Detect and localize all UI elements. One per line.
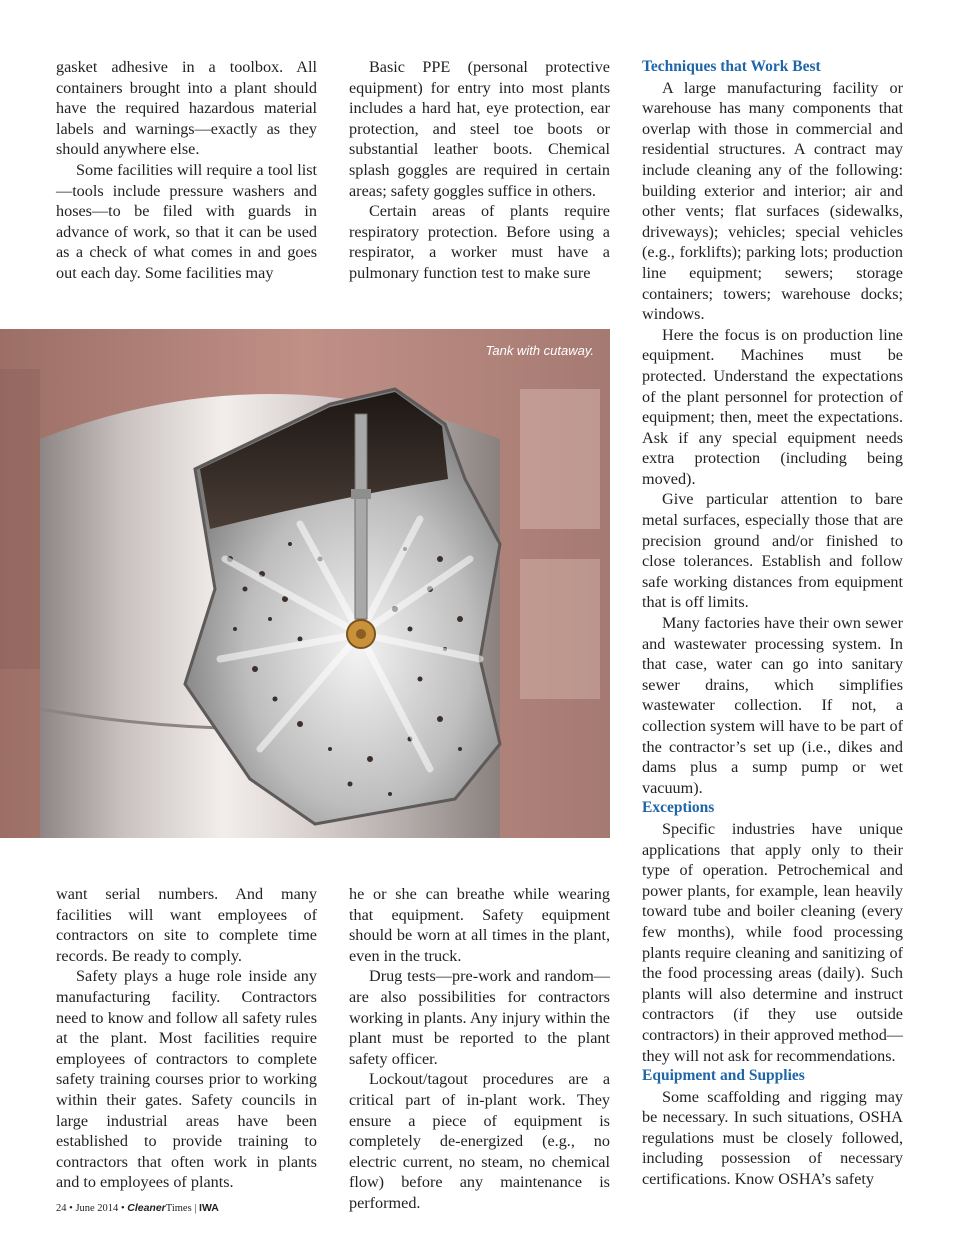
section-heading: Equipment and Supplies — [642, 1067, 805, 1085]
paragraph: he or she can breathe while wearing that equipment. Safety equipment should be worn at all times in the plant, even in the truck. — [349, 885, 610, 965]
paragraph: Basic PPE (personal protective equipment) for entry into most plants includes a hard hat, eye protection, ear protection, and steel toe boots or substantial leather boots. Chemical splash goggles are required in certain areas; safety goggles suffice in others. — [349, 58, 610, 200]
paragraph: Certain areas of plants require respiratory protection. Before using a respirator, a worker must have a pulmonary function test to make sure — [349, 202, 610, 282]
paragraph: Drug tests—pre-work and random—are also possibilities for contractors working in plants. Any injury within the plant must be reported to the plant safety officer. — [349, 967, 610, 1068]
paragraph: want serial numbers. And many facilities will want employees of contractors on site to complete time records. Be ready to comply. — [56, 885, 317, 965]
paragraph: gasket adhesive in a toolbox. All containers brought into a plant should have the required hazardous material labels and warnings—exactly as they should anywhere else. — [56, 58, 317, 159]
column-2-top — [349, 57, 610, 284]
image-caption: Tank with cutaway. — [485, 343, 594, 358]
paragraph: Some facilities will require a tool list—tools include pressure washers and hoses—to be filed with guards in advance of work, so that it can be used as a check of what comes in and goes out each day. Some facilities may — [56, 160, 317, 282]
page-footer — [56, 1202, 219, 1214]
footer-bullet: • — [120, 1203, 125, 1214]
page-number: 24 — [56, 1203, 67, 1214]
paragraph: Many factories have their own sewer and wastewater processing system. In that case, water can go into sanitary sewer drains, which simplifies wastewater collection. If not, a collection system will have to be part of the contractor’s set up (i.e., dikes and dams plus a sump pump or wet vacuum). — [642, 614, 903, 797]
section-heading: Techniques that Work Best — [642, 58, 821, 75]
paragraph: A large manufacturing facility or warehouse has many components that overlap with those in commercial and residential structures. A contract may include cleaning any of the following: building exterior and interior; air and other vents; flat surfaces (sidewalks, driveways); vehicles; special vehicles (e.g., forklifts); parking lots; production line equipment; sewers; storage containers; towers; warehouse docks; windows. — [642, 78, 903, 324]
footer-bullet: • — [69, 1203, 73, 1214]
tank-cutaway-illustration — [0, 329, 610, 838]
paragraph: Specific industries have unique applications that apply only to their type of operation. Petrochemical and power plants, for example, lean heavily toward tube and boiler cleaning (every few months), while food processing plants require cleaning and sanitizing of the food processing areas (daily). Such plants will also determine and instruct contractors (if they use outside contractors) in their approved method—they will not ask for recommendations. — [642, 819, 903, 1065]
paragraph: Some scaffolding and rigging may be necessary. In such situations, OSHA regulations must be closely followed, including possession of necessary certifications. Know OSHA’s safety — [642, 1087, 903, 1189]
column-3 — [642, 57, 903, 1190]
issue-date: June 2014 — [75, 1203, 119, 1214]
paragraph: Here the focus is on production line equipment. Machines must be protected. Understand the expectations of the plant personnel for protection of equipment; then, meet the expectations. Ask if any special equipment needs extra protection (including being moved). — [642, 325, 903, 488]
paragraph: Lockout/tagout procedures are a critical part of in-plant work. They ensure a piece of equipment is completely de-energized (e.g., no electric current, no steam, no chemical flow) before any maintenance is performed. — [349, 1070, 610, 1212]
magazine-name-italic: Cleaner — [127, 1202, 166, 1214]
column-1-bottom — [56, 884, 317, 1193]
column-2-bottom — [349, 884, 610, 1214]
tank-cutaway-image — [0, 329, 610, 838]
publisher-name: IWA — [199, 1202, 219, 1214]
paragraph: Safety plays a huge role inside any manufacturing facility. Contractors need to know and follow all safety rules at the plant. Most facilities require employees of contractors to complete safety training courses prior to working within their gates. Safety councils in large industrial areas have been established to provide training to contractors that often work in plants and to employees of plants. — [56, 967, 317, 1192]
footer-separator: | — [194, 1203, 197, 1214]
section-heading: Exceptions — [642, 799, 715, 817]
paragraph: Give particular attention to bare metal surfaces, especially those that are precision ground and/or finished to close tolerances. Establish and follow safe working distances from equipment that is off limits. — [642, 490, 903, 612]
magazine-name-rest: Times — [165, 1203, 192, 1214]
column-1-top — [56, 57, 317, 284]
